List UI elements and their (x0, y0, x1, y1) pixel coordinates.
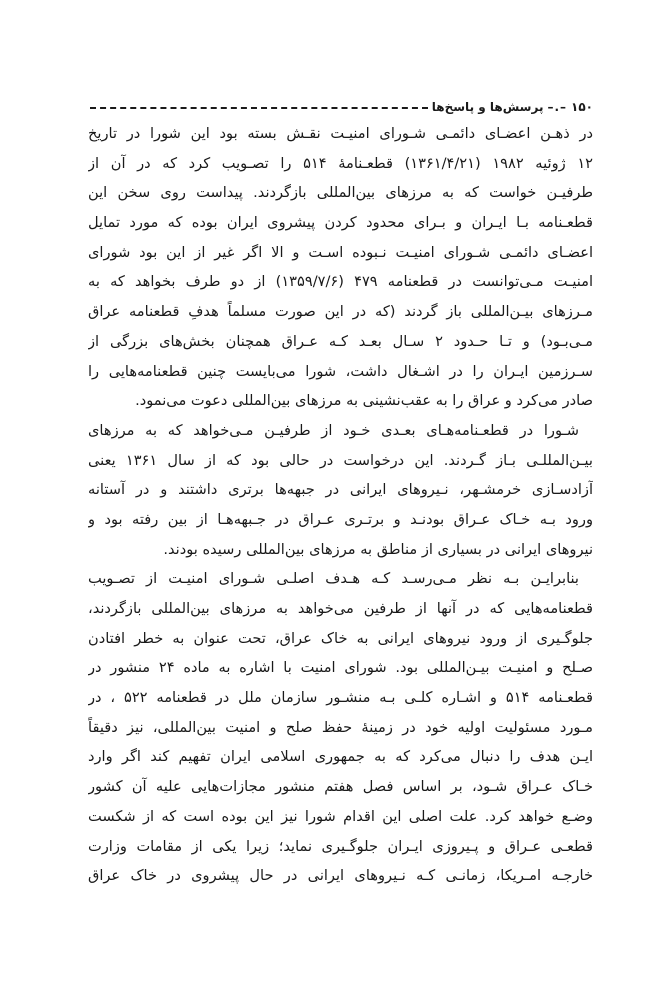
text-line: ۱۲ ژوئیه ۱۹۸۲ (۱۳۶۱/۴/۲۱) قطعـنامهٔ ۵۱۴ را تصـویب کرد که در آن از (88, 154, 593, 172)
running-header (88, 90, 593, 114)
header-dashed-rule (90, 107, 428, 109)
text-line: جلوگـیری از ورود نیروهای ایرانی به خاک عراق، تحت عنوان به خطر افتادن (88, 629, 593, 647)
text-line: نیروهای ایرانی در بسیاری از مناطق به مرزهای بین‌المللی رسیده بودند. (163, 540, 593, 558)
text-line: آزادسـازی خرمشـهر، نـیروهای ایرانی در جبهه‌ها برتری داشتند و در آستانه (88, 481, 593, 499)
text-line: صـلح و امنیـت بیـن‌المللی بود. شورای امنیت با اشاره به ماده ۲۴ منشور در (88, 659, 593, 677)
text-line: مـی‌بـود) و تـا حـدود ۲ سـال بعـد کـه عـراق همچنان بخش‌های بزرگی از (88, 332, 593, 350)
text-line: مـرزهای بیـن‌المللی باز گردند (که در این صورت مسلماً هدفِ قطعنامه عراق (88, 303, 593, 321)
paragraph (88, 119, 593, 416)
body-text (88, 119, 593, 891)
text-line: شـورا در قطعـنامه‌هـای بعـدی خـود از طرفیـن مـی‌خواهد که به مرزهای (88, 421, 579, 439)
text-line: بنابرایـن بـه نظر مـی‌رسـد کـه هـدف اصلـی شـورای امنیـت از تصـویب (88, 570, 579, 588)
running-title: پرسش‌ها و پاسخ‌ها (431, 100, 544, 114)
text-line: قطعنامه‌هایی که در آنها از طرفین می‌خواهد به مرزهای بین‌المللی بازگردند، (88, 600, 593, 617)
text-line: وضـع خواهد کرد. علت اصلی این اقدام شورا نیز این بوده است که از شکست (88, 807, 593, 825)
paragraph (88, 416, 593, 564)
page-number: ۱۵۰ (571, 100, 593, 114)
text-line: مـورد مسئولیت اولیه خود در زمینهٔ حفظ صلح و امنیت بین‌المللی، نیز دقیقاً (88, 718, 593, 736)
text-line: ایـن هدف را دنبال می‌کرد که به جمهوری اسلامی ایران تفهیم کند اگر وارد (88, 748, 593, 766)
header-separator: –.– (547, 100, 568, 114)
text-line: امنیـت مـی‌توانست در قطعنامه ۴۷۹ (۱۳۵۹/۷/۶) از دو طرف بخواهد که به (88, 273, 593, 291)
text-line: قطعـنامه بـا ایـران و بـرای محدود کردن پیشروی ایران بوده که مورد تمایل (88, 214, 593, 232)
text-line: قطعـی عـراق و پـیروزی ایـران جلوگـیری نماید؛ زیرا یکی از مقامات وزارت (88, 837, 593, 855)
text-line: خارجـه امـریکا، زمانـی کـه نـیروهای ایرانی در حال پیشروی در خاک عراق (88, 867, 593, 885)
text-line: قطعـنامه ۵۱۴ و اشـاره کلـی بـه منشـور سازمان ملل در قطعنامه ۵۲۲ ، در (88, 689, 593, 707)
text-line: سـرزمین ایـران را در اشـغال داشت، شورا می‌بایست چنین قطعنامه‌هایی را (88, 362, 593, 380)
text-line: در ذهـن اعضـای دائمـی شـورای امنیـت نقـش بسته بود این شورا در تاریخ (88, 125, 593, 142)
text-line: خـاک عـراق شـود، بر اساس فصل هفتم منشور مجازات‌هایی علیه آن کشور (88, 778, 593, 796)
text-line: صادر می‌کرد و عراق را به عقب‌نشینی به مرزهای بین‌المللی دعوت می‌نمود. (135, 392, 593, 410)
text-line: اعضـای دائمـی شـورای امنیـت نـبوده اسـت و الا اگر غیر از این بود شورای (88, 243, 593, 261)
text-line: طرفیـن خواست که به مرزهای بین‌المللی بازگردند. پیداست روی سخن این (88, 184, 593, 202)
text-line: بیـن‌المللـی بـاز گـردند. این درخواست در حالی بود که از سال ۱۳۶۱ یعنی (88, 451, 593, 469)
paragraph (88, 564, 593, 891)
text-line: ورود بـه خـاک عـراق بودنـد و برتـری عـراق در جـبهه‌هـا از بین رفته بود و (88, 510, 593, 528)
